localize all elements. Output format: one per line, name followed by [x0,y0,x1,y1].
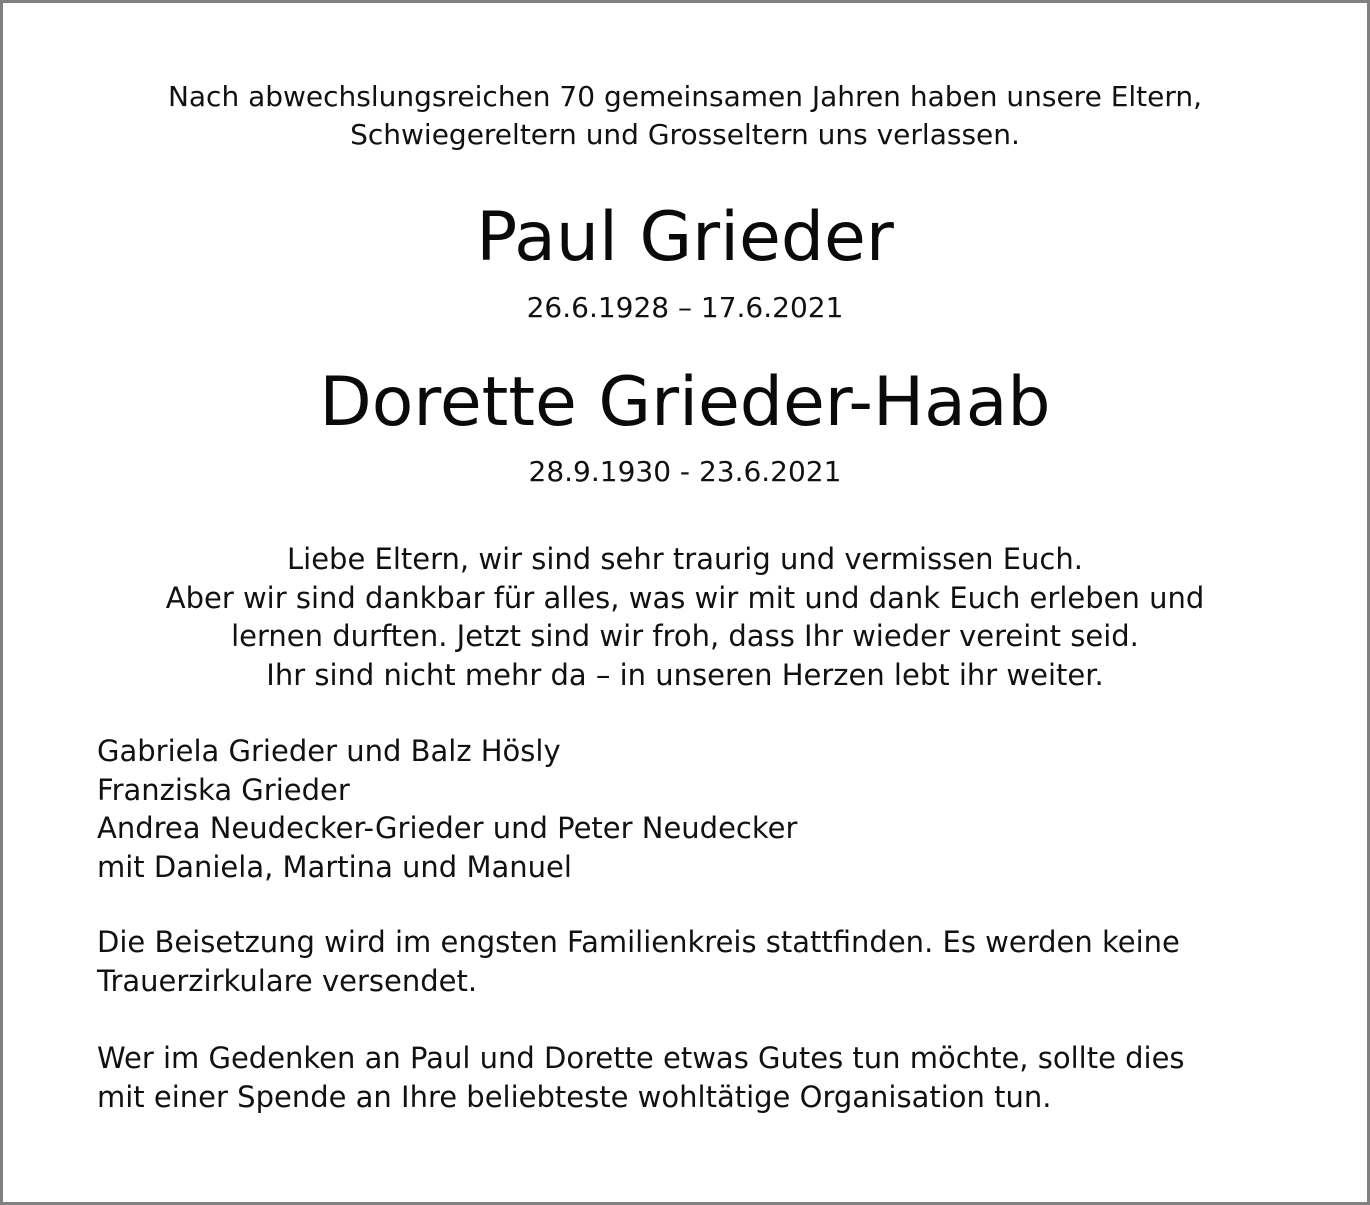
family-member: Franziska Grieder [97,772,350,807]
farewell-line: Aber wir sind dankbar für alles, was wir mit und dank Euch erleben und [165,580,1205,615]
family-member: Andrea Neudecker-Grieder und Peter Neudecker [97,811,798,845]
deceased-dates-dorette: 28.9.1930 - 23.6.2021 [528,455,842,488]
deceased-dates-paul: 26.6.1928 – 17.6.2021 [526,291,844,324]
donation-line: mit einer Spende an Ihre beliebteste wohltätige Organisation tun. [97,1079,1052,1114]
donation-notice [97,1039,1307,1116]
farewell-line: lernen durften. Jetzt sind wir froh, dass Ihr wieder vereint seid. [231,619,1139,653]
family-member: Gabriela Grieder und Balz Hösly [97,734,561,768]
farewell-message [3,540,1367,694]
burial-notice [97,923,1307,1000]
family-member: mit Daniela, Martina und Manuel [97,849,572,884]
burial-line: Die Beisetzung wird im engsten Familienkreis stattfinden. Es werden keine [97,925,1180,959]
donation-line: Wer im Gedenken an Paul und Dorette etwas Gutes tun möchte, sollte dies [97,1041,1185,1075]
intro-line: Schwiegereltern und Grosseltern uns verlassen. [350,118,1020,151]
deceased-name-dorette: Dorette Grieder-Haab [319,363,1051,442]
farewell-line: Ihr sind nicht mehr da – in unseren Herzen lebt ihr weiter. [266,657,1104,692]
intro-text [3,78,1367,154]
intro-line: Nach abwechslungsreichen 70 gemeinsamen Jahren haben unsere Eltern, [167,80,1203,113]
family-list [97,732,1307,886]
farewell-line: Liebe Eltern, wir sind sehr traurig und vermissen Euch. [287,542,1083,576]
deceased-name-paul: Paul Grieder [476,198,894,277]
burial-line: Trauerzirkulare versendet. [97,963,478,998]
